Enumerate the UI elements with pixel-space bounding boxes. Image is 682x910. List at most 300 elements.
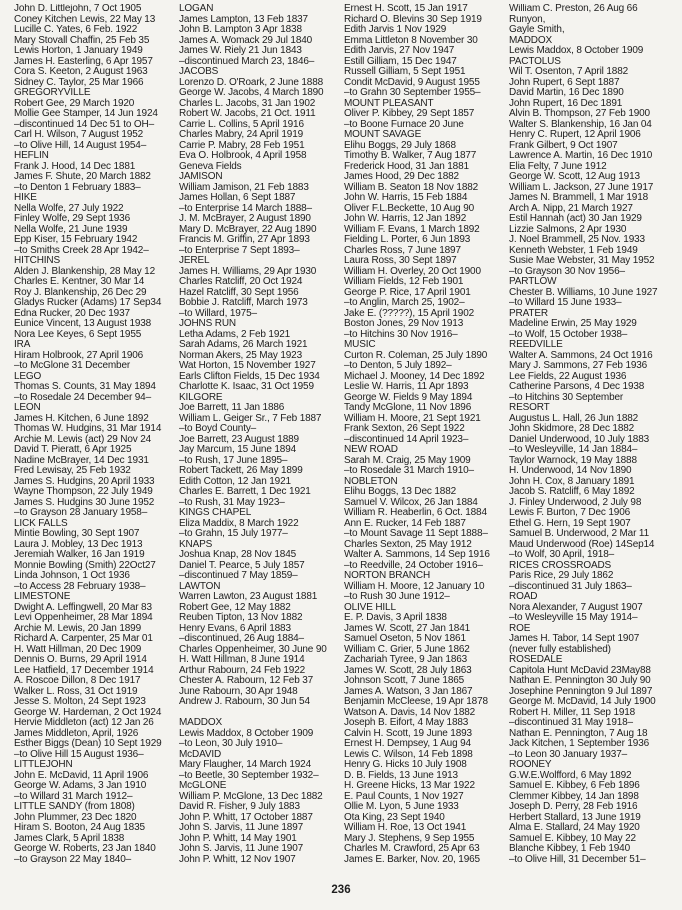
entry-line: Hazel Ratcliff, 30 Sept 1956 [179,286,299,298]
entry-line: Charles E. Barrett, 1 Dec 1921 [179,486,311,497]
entry-line: –to Beetle, 30 September 1932– [179,769,319,781]
entry-line: Leslie W. Harris, 11 Apr 1893 [344,381,469,392]
entry-line: Samuel V. Wilcox, 26 Jan 1884 [344,496,478,508]
entry-line: LEGO [14,370,42,382]
entry-line: Nathan E. Pennington 30 July 90 [509,675,651,686]
entry-line: William L. Geiger Sr., 7 Feb 1887 [179,412,322,424]
entry-line: Lewis C. Wilson, 14 Feb 1898 [344,748,473,760]
entry-line: Joe Barrett, 23 August 1889 [179,433,299,445]
entry-line: –discontinued 31 July 1863– [509,580,632,592]
entry-line: Dwight A. Leffingwell, 20 Mar 83 [14,601,152,613]
entry-line: Frank J. Hood, 14 Dec 1881 [14,160,136,172]
entry-line: MADDOX [509,34,552,46]
entry-line: Madeline Erwin, 25 May 1929 [509,318,637,329]
entry-line: Laura Ross, 30 Sept 1897 [344,255,457,266]
entry-line: Nella Wolfe, 27 July 1922 [14,202,124,214]
entry-line: Alma E. Stallard, 24 May 1920 [509,822,640,833]
entry-line: Epp Kiser, 15 February 1942 [14,234,138,245]
entry-line: H. Watt Hillman, 8 June 1914 [179,654,305,665]
entry-line: James W. Scott, 27 Jan 1841 [344,622,471,634]
entry-line: William F. Evans, 1 March 1892 [344,223,480,235]
entry-line: Timothy B. Walker, 7 Aug 1877 [344,150,477,161]
entry-line: REEDVILLE [509,339,563,350]
entry-line: James W. Riely 21 Jun 1843 [179,45,302,56]
entry-line: James H. Tabor, 14 Sept 1907 [509,633,640,644]
entry-line: G.W.E.Wolfford, 6 May 1892 [509,769,632,781]
entry-line: Calvin H. Scott, 19 June 1893 [344,727,472,739]
entry-line: Carrie P. Mabry, 28 Feb 1951 [179,139,305,151]
entry-line: NEW ROAD [344,444,398,455]
entry-line: Ernest H. Scott, 15 Jan 1917 [344,4,468,14]
entry-line: –discontinued 7 May 1859– [179,570,298,581]
entry-line: James Lampton, 13 Feb 1837 [179,13,308,25]
entry-line: George W. Scott, 12 Aug 1913 [509,171,640,182]
entry-line: –to Rush, 31 May 1923– [179,496,285,508]
entry-line: William H. Roe, 13 Oct 1941 [344,822,467,833]
entry-line: Frank Sexton, 26 Sept 1922 [344,423,465,434]
entry-line: –to Denton 1 February 1883– [14,181,141,193]
entry-line: Roy J. Blankenship, 26 Dec 29 [14,286,147,298]
entry-line: Francis M. Griffin, 27 Apr 1893 [179,234,310,245]
entry-line: George W. Jacobs, 4 March 1890 [179,87,324,98]
entry-line: David Martin, 16 Dec 1890 [509,87,624,98]
entry-line: Frederick Hood, 31 Jan 1881 [344,160,469,172]
entry-line: PARTLOW [509,276,557,287]
entry-line: Estil Hannah (act) 30 Jan 1929 [509,213,642,224]
page-number: 236 [331,884,351,896]
entry-line: JEREL [179,255,210,266]
entry-line: John S. Jarvis, 11 June 1907 [179,843,304,854]
entry-line: William P. McGlone, 13 Dec 1882 [179,790,323,802]
entry-line: Charles M. Crawford, 25 Apr 63 [344,843,480,854]
entry-line: Mary D. McBrayer, 22 Aug 1890 [179,223,317,235]
entry-line: Elihu Boggs, 29 July 1868 [344,139,456,151]
entry-line: Charles Ratcliff, 20 Oct 1924 [179,276,303,287]
entry-line: KILGORE [179,391,223,403]
entry-line: Samuel E. Kibbey, 10 May 22 [509,832,636,844]
entry-line: Cora S. Keeton, 2 August 1963 [14,66,148,77]
entry-line: James S. Hudgins 30 June 1952 [14,496,155,508]
entry-line: –discontinued March 23, 1846– [179,55,315,67]
entry-line: Fred Lewisay, 25 Feb 1932 [14,465,131,476]
entry-line: Paris Rice, 29 July 1862 [509,570,614,581]
entry-line: Geneva Fields [179,160,242,172]
entry-line: Lucille C. Yates, 6 Feb. 1922 [14,24,138,35]
entry-line: James Clark, 5 April 1838 [14,832,125,844]
entry-line: Richard O. Blevins 30 Sep 1919 [344,13,482,25]
entry-line: –to Olive Hill, 31 December 51– [509,853,646,865]
entry-line: E. Paul Counts, 1 Nov 1927 [344,790,464,802]
entry-line: Chester A. Rabourn, 12 Feb 37 [179,675,314,686]
entry-line: Henry C. Rupert, 12 April 1906 [509,129,641,140]
entry-line: William C. Preston, 26 Aug 66 [509,4,638,14]
entry-line: Wil T. Osenton, 7 April 1882 [509,66,629,77]
entry-line: Ota King, 23 Sept 1940 [344,811,445,823]
entry-line: Nadine McBrayer, 14 Dec 1931 [14,454,149,466]
entry-line: George P. Rice, 17 April 1901 [344,286,471,298]
entry-line: –to Enterprise 7 Sept 1893– [179,244,300,256]
entry-line: Eva O. Holbrook, 4 April 1958 [179,150,307,161]
entry-line: (never fully established) [509,643,611,655]
entry-line: Robert W. Jacobs, 21 Oct. 1911 [179,108,316,119]
entry-line: Boston Jones, 29 Nov 1913 [344,318,464,329]
entry-line: LICK FALLS [14,517,68,529]
entry-line: Joshua Knap, 28 Nov 1845 [179,549,297,560]
entry-line: Lewis Maddox, 8 October 1909 [509,45,644,56]
entry-line: –to Olive Hill, 14 August 1954– [14,139,147,151]
entry-line: Charles Ross, 7 June 1897 [344,244,461,256]
entry-line: Carrie L. Collins, 5 April 1916 [179,118,304,130]
entry-line: –to Rush 30 June 1912– [344,591,450,602]
entry-line: Sarah Adams, 26 March 1921 [179,339,308,350]
entry-line: Edith Cotton, 12 Jan 1921 [179,475,291,487]
entry-line: Henry Evans, 6 April 1883 [179,622,291,634]
entry-line: Jack Kitchen, 1 September 1936 [509,738,650,749]
entry-line: George W. Hardeman, 2 Oct 1924 [14,706,162,718]
entry-line: Russell Gilliam, 5 Sept 1951 [344,66,466,77]
entry-line: Eunice Vincent, 13 August 1938 [14,318,152,329]
entry-line: James H. Easterling, 6 Apr 1957 [14,55,153,67]
entry-line: William H. Overley, 20 Oct 1900 [344,265,481,277]
entry-line: Finley Wolfe, 29 Sept 1936 [14,213,130,224]
entry-line: LITTLEJOHN [14,759,73,770]
entry-line: ROONEY [509,759,552,770]
entry-line: Charles Oppenheimer, 30 June 90 [179,643,327,655]
entry-line: Lewis F. Burton, 7 Dec 1906 [509,507,631,518]
entry-line: James Hood, 29 Dec 1882 [344,171,459,182]
entry-line: Ernest H. Dempsey, 1 Aug 94 [344,738,471,749]
entry-line: ROAD [509,591,538,602]
entry-line: –to Denton, 5 July 1892– [344,360,452,371]
entry-line: Charlotte K. Isaac, 31 Oct 1959 [179,381,314,392]
entry-line: Alvin B. Thompson, 27 Feb 1900 [509,108,650,119]
entry-line: Joseph B. Eifort, 4 May 1883 [344,717,469,728]
entry-line: David R. Fisher, 9 July 1883 [179,801,300,812]
entry-line: Reuben Tipton, 13 Nov 1882 [179,612,303,623]
entry-line: –to Boyd County– [179,423,257,434]
entry-line: Herbert Stallard, 13 June 1919 [509,811,641,823]
entry-line: William Jamison, 21 Feb 1883 [179,181,309,193]
entry-line: E. P. Davis, 3 April 1838 [344,612,447,623]
entry-line: Mary Flaugher, 14 March 1924 [179,759,311,770]
entry-line: Samuel Oseton, 5 Nov 1861 [344,633,466,644]
entry-line: –to Hitchins 30 September [509,391,624,403]
entry-line: William R. Heaberlin, 6 Oct. 1884 [344,507,487,518]
entry-line: Ollie M. Lyon, 5 June 1933 [344,801,459,812]
entry-line: MOUNT PLEASANT [344,97,434,109]
entry-line: William H. Moore, 21 Sept 1921 [344,412,481,424]
entry-line: –to Rosedale 24 December 94– [14,391,152,403]
entry-line: Augustus L. Hall, 26 Jun 1882 [509,412,639,424]
entry-line: –to Boone Furnace 20 June [344,118,464,130]
entry-line: Alden J. Blankenship, 28 May 12 [14,265,155,277]
entry-line: Frank Gilbert, 9 Oct 1907 [509,139,618,151]
entry-line: George W. Fields 9 May 1894 [344,391,473,403]
entry-line: Linda Johnson, 1 Oct 1936 [14,570,130,581]
entry-line: Elihu Boggs, 13 Dec 1882 [344,486,457,497]
entry-line: Jay Marcum, 15 June 1894 [179,444,297,455]
entry-line: John W. Harris, 15 Feb 1884 [344,192,468,203]
entry-line: Gladys Rucker (Adams) 17 Sep34 [14,297,162,308]
entry-line: Mollie Gee Stamper, 14 Jun 1924 [14,108,158,119]
entry-line: Carl H. Wilson, 7 August 1952 [14,129,144,140]
entry-line: Elia Felty, 7 June 1912 [509,160,607,172]
column-3 [344,4,503,869]
entry-line: –to Grahn 30 September 1955– [344,87,481,98]
entry-line: Robert Gee, 12 May 1882 [179,601,291,613]
entry-line: Curton R. Coleman, 25 July 1890 [344,349,488,361]
entry-line: Norman Akers, 25 May 1923 [179,349,302,361]
entry-line: D. B. Fields, 13 June 1913 [344,769,458,781]
entry-line: Archie M. Lewis, 20 Jan 1899 [14,622,141,634]
entry-line: Chester B. Williams, 10 June 1927 [509,286,658,298]
entry-line: J. M. McBrayer, 2 August 1890 [179,213,311,224]
entry-line: –to Grahn, 15 July 1977– [179,528,288,539]
entry-line: NORTON BRANCH [344,570,431,581]
entry-line: Warren Lawton, 23 August 1881 [179,591,318,602]
entry-line: –to Wesleyville 15 May 1914– [509,612,638,623]
entry-line: Jesse S. Molton, 24 Sept 1923 [14,696,146,707]
entry-line: Oliver F.L.Beckette, 10 Aug 90 [344,202,475,214]
entry-line: James W. Scott, 28 July 1863 [344,664,472,676]
entry-line: Daniel T. Pearce, 5 July 1857 [179,559,305,571]
entry-line: Wayne Thompson, 22 July 1949 [14,486,153,497]
entry-line: –to Grayson 30 Nov 1956– [509,265,625,277]
entry-line: John D. Littlejohn, 7 Oct 1905 [14,4,142,14]
entry-line: John W. Harris, 12 Jan 1892 [344,213,467,224]
entry-line: James H. Kitchen, 6 June 1892 [14,412,149,424]
entry-line: MUSIC [344,339,376,350]
entry-line: George W. Roberts, 23 Jan 1840 [14,843,156,854]
entry-line: Thomas S. Counts, 31 May 1894 [14,381,156,392]
entry-line: Zachariah Tyree, 9 Jan 1863 [344,654,468,665]
entry-line: KNAPS [179,538,213,550]
entry-line: Catherine Parsons, 4 Dec 1938 [509,381,645,392]
entry-line: Josephine Pennington 9 Jul 1897 [509,685,653,697]
entry-line: Coney Kitchen Lewis, 22 May 13 [14,13,156,25]
entry-line: IRA [14,339,31,350]
entry-line: –to Rush, 17 June 1895– [179,454,288,466]
entry-line: John P. Whitt, 14 May 1901 [179,832,297,844]
entry-line: –discontinued, 26 Aug 1884– [179,633,304,644]
entry-line: ROSEDALE [509,654,563,665]
entry-line: Nora Alexander, 7 August 1907 [509,601,643,613]
entry-line: Esther Biggs (Dean) 10 Sept 1929 [14,738,162,749]
entry-line: J. Noel Brammell, 25 Nov. 1933 [509,234,645,245]
entry-line: –to Mount Savage 11 Sept 1888– [344,528,488,539]
entry-line: OLIVE HILL [344,601,396,613]
entry-line: HIKE [14,192,37,203]
entry-line: Bobbie J. Ratcliff, March 1973 [179,297,308,308]
entry-line: Nathan E. Pennington, 7 Aug 18 [509,727,648,739]
entry-line: JACOBS [179,66,219,77]
entry-line: Earls Clifton Fields, 15 Dec 1934 [179,370,320,382]
entry-line: Joseph D. Perry, 28 Feb 1916 [509,801,638,812]
entry-line: Maud Underwood (Roe) 14Sep14 [509,538,655,550]
entry-line: Johnson Scott, 7 June 1865 [344,675,465,686]
entry-line: –to Access 28 February 1938– [14,580,146,592]
entry-line: John S. Jarvis, 11 June 1897 [179,822,304,833]
entry-line: –to Willard 15 June 1933– [509,297,622,308]
entry-line: John P. Whitt, 17 October 1887 [179,811,313,823]
entry-line: Tandy McGlone, 11 Nov 1896 [344,402,472,413]
entry-line: Robert H. Miller, 11 Sep 1918 [509,706,636,718]
entry-line: A. Roscoe Dillon, 8 Dec 1917 [14,675,141,686]
entry-line: Runyon, [509,13,546,25]
entry-line: Edith Jarvis 1 Nov 1929 [344,24,447,35]
entry-line: –to Leon, 30 July 1910– [179,738,283,749]
entry-line: Michael J. Mooney, 14 Dec 1892 [344,370,485,382]
entry-line: Hiram S. Booton, 24 Aug 1835 [14,822,145,833]
entry-line: Jake E. (?????), 15 April 1902 [344,307,475,319]
entry-line: –to Wolf, 15 October 1938– [509,328,628,340]
entry-line: Taylor Warnock, 19 May 1888 [509,454,637,466]
entry-line: Walter A. Sammons, 14 Sep 1916 [344,549,490,560]
entry-line: William H. Moore, 12 January 10 [344,580,485,592]
column-4 [509,4,668,869]
entry-line: George M. McDavid, 14 July 1900 [509,696,656,707]
entry-line: –to Wesleyville, 14 Jan 1884– [509,444,638,455]
entry-line: Mary Stovall Chaffin, 25 Feb 35 [14,34,150,46]
entry-line: Mintie Bowling, 30 Sept 1907 [14,528,140,539]
entry-line: Lizzie Salmons, 2 Apr 1930 [509,223,627,235]
entry-line: –to Smiths Creek 28 Apr 1942– [14,244,149,256]
entry-line: Joe Barrett, 11 Jan 1886 [179,402,285,413]
entry-line: Mary J. Stephens, 9 Sep 1955 [344,832,475,844]
entry-line: John E. McDavid, 11 April 1906 [14,769,149,781]
entry-line: Robert Tackett, 26 May 1899 [179,465,303,476]
entry-line: LIMESTONE [14,591,71,602]
column-2 [179,4,338,869]
entry-line: GREGORYVILLE [14,87,91,98]
entry-line: HEFLIN [14,150,49,161]
entry-line: Mary J. Sammons, 27 Feb 1936 [509,360,648,371]
entry-line: –discontinued 14 April 1923– [344,433,469,445]
entry-line: James S. Hudgins, 20 April 1933 [14,475,155,487]
entry-line: Eliza Maddix, 8 March 1922 [179,517,299,529]
entry-line: Oliver P. Kibbey, 29 Sept 1857 [344,108,475,119]
entry-line: William B. Seaton 18 Nov 1882 [344,181,479,193]
entry-line: NOBLETON [344,475,398,487]
entry-line: Arch A. Nipp, 21 March 1927 [509,202,633,214]
entry-line: John B. Lampton 3 Apr 1838 [179,24,302,35]
entry-line: William L. Jackson, 27 June 1917 [509,181,654,193]
entry-line: Daniel Underwood, 10 July 1883 [509,433,650,445]
entry-line: June Rabourn, 30 Apr 1948 [179,685,298,697]
entry-line: –to Reedville, 24 October 1916– [344,559,483,571]
entry-line: Arthur Rabourn, 24 Feb 1922 [179,664,306,676]
entry-line: Nora Lee Keyes, 6 Sept 1955 [14,328,142,340]
entry-line: Thomas W. Hudgins, 31 Mar 1914 [14,423,162,434]
entry-line: Emma Littleton 8 November 30 [344,34,478,46]
entry-line: Walter A. Sammons, 24 Oct 1916 [509,349,653,361]
entry-line: LOGAN [179,4,214,14]
entry-line: –to Olive Hill 15 August 1936– [14,748,144,760]
entry-line: James Middleton, April, 1926 [14,727,139,739]
entry-line: Kenneth Webster, 1 Feb 1949 [509,244,638,256]
entry-line: Dennis O. Burns, 29 April 1914 [14,654,147,665]
entry-line: Condit McDavid, 9 August 1955 [344,76,480,88]
entry-line: Letha Adams, 2 Feb 1921 [179,328,291,340]
entry-line: Ann E. Rucker, 14 Feb 1887 [344,517,466,529]
entry-line: H. Greene Hicks, 13 Mar 1922 [344,780,475,791]
entry-line: James F. Shute, 20 March 1882 [14,171,151,182]
entry-line: Capitola Hunt McDavid 23May88 [509,664,651,676]
entry-line: James H. Williams, 29 Apr 1930 [179,265,317,277]
entry-line: Nella Wolfe, 21 June 1939 [14,223,128,235]
entry-line: James A. Womack 29 Jul 1840 [179,34,313,46]
entry-line: John Plummer, 23 Dec 1820 [14,811,137,823]
entry-line: JAMISON [179,171,223,182]
entry-line: –to Wolf, 30 April, 1918– [509,549,615,560]
entry-line: KINGS CHAPEL [179,507,252,518]
entry-line: RICES CROSSROADS [509,559,612,571]
entry-line: Lewis Maddox, 8 October 1909 [179,727,314,739]
entry-line: Watson A. Davis, 14 Nov 1882 [344,706,476,718]
entry-line: Charles Mabry, 24 April 1919 [179,129,304,140]
entry-line: H. Watt Hillman, 20 Dec 1909 [14,643,142,655]
entry-line: David T. Pieratt, 6 Apr 1925 [14,444,132,455]
entry-line: John Rupert, 6 Sept 1887 [509,76,620,88]
entry-line: Wat Horton, 15 November 1927 [179,360,316,371]
entry-line: –to Grayson 22 May 1840– [14,853,132,865]
entry-line: Lee Hatfield, 17 December 1914 [14,664,154,676]
entry-line: Robert Gee, 29 March 1920 [14,97,135,109]
entry-line: Estill Gilliam, 15 Dec 1947 [344,55,457,67]
entry-line: Charles Sexton, 25 May 1912 [344,538,472,550]
entry-line: Richard A. Carpenter, 25 Mar 01 [14,633,153,644]
entry-line: McDAVID [179,748,222,760]
entry-line: John Rupert, 16 Dec 1891 [509,97,623,109]
entry-line: James Hollan, 6 Sept 1887 [179,192,296,203]
entry-line: –to Rosedale 31 March 1910– [344,465,474,476]
entry-line: –discontinued 14 Dec 51 to OH– [14,118,155,130]
entry-line: Walker L. Ross, 31 Oct 1919 [14,685,138,697]
entry-line: Charles L. Jacobs, 31 Jan 1902 [179,97,316,109]
entry-line: –to Hitchins 30 Nov 1916– [344,328,458,340]
entry-line: McGLONE [179,780,227,791]
entry-line: Samuel B. Underwood, 2 Mar 11 [509,528,649,539]
entry-line: –to McGlone 31 December [14,360,131,371]
entry-line: James E. Barker, Nov. 20, 1965 [344,853,480,865]
entry-line: –to Willard 31 March 1912– [14,790,133,802]
entry-line: John Skidmore, 28 Dec 1882 [509,423,635,434]
entry-line: Lee Fields, 22 August 1936 [509,370,627,382]
entry-line: Walter S. Blankenship, 16 Jan 04 [509,118,652,130]
entry-line: George W. Adams, 3 Jan 1910 [14,780,147,791]
entry-line: LEON [14,402,41,413]
entry-line: William C. Grier, 5 June 1862 [344,643,470,655]
entry-line: Samuel E. Kibbey, 6 Feb 1896 [509,780,640,791]
entry-line: Hiram Holbrook, 27 April 1906 [14,349,144,361]
entry-line: –to Enterprise 14 March 1888– [179,202,312,214]
entry-line: John H. Cox, 8 January 1891 [509,475,635,487]
entry-line: James N. Brammell, 1 Mar 1918 [509,192,649,203]
entry-line: –discontinued 31 May 1918– [509,717,633,728]
entry-line: Benjamin McCleese, 19 Apr 1878 [344,696,488,707]
entry-line: LITTLE SANDY (from 1808) [14,801,135,812]
entry-line: Monnie Bowling (Smith) 22Oct27 [14,559,156,571]
entry-line: JOHNS RUN [179,318,236,329]
entry-line: HITCHINS [14,255,61,266]
entry-line: PRATER [509,307,548,319]
entry-line: Levi Oppenheimer, 28 Mar 1894 [14,612,153,623]
entry-line: Sarah M. Craig, 25 May 1909 [344,454,471,466]
entry-line: John P. Whitt, 12 Nov 1907 [179,853,296,865]
entry-line: Lorenzo D. O'Roark, 2 June 1888 [179,76,324,88]
column-1 [14,4,173,869]
entry-line: LAWTON [179,580,221,592]
